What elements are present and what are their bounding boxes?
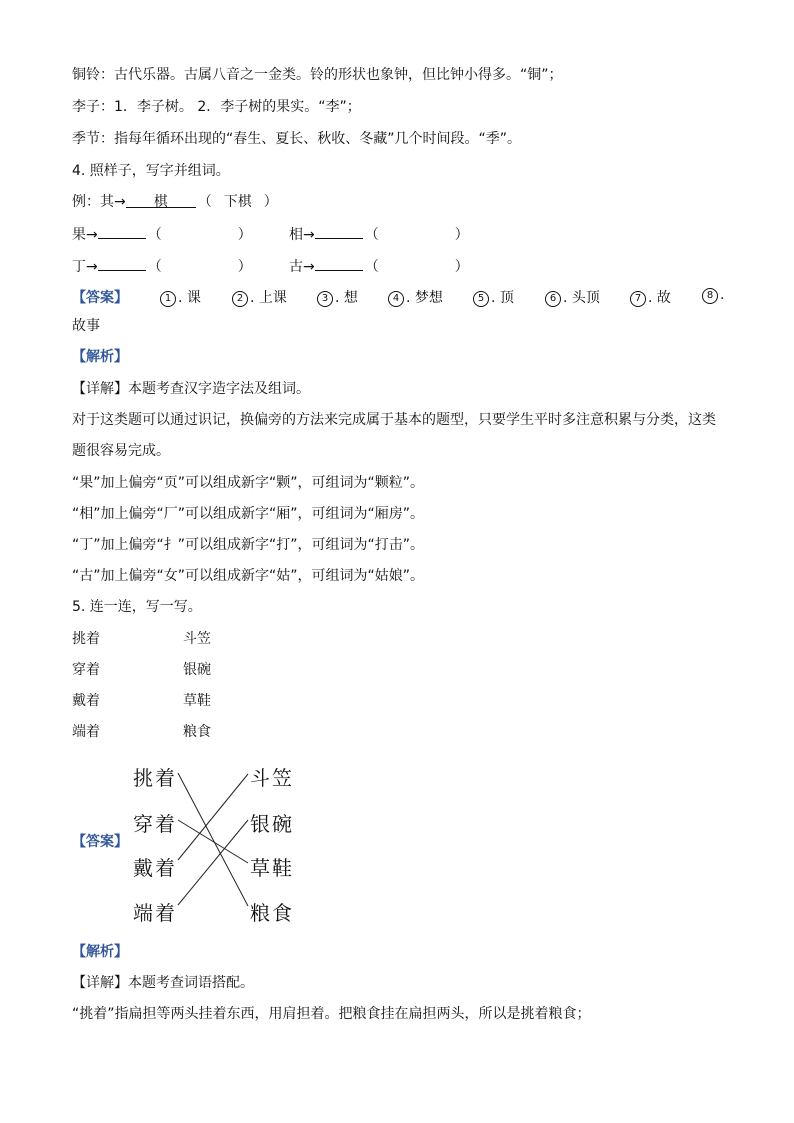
question-5-title: 5. 连一连，写一写。 (72, 599, 202, 615)
right-word-3: 草鞋 (183, 693, 211, 709)
diagram-right-4: 粮食 (250, 901, 294, 925)
answer-item-5: 5 . 顶 (473, 287, 514, 307)
q5-detail-line (72, 974, 254, 992)
right-word-4: 粮食 (183, 724, 211, 740)
diagram-left-4: 端着 (133, 901, 177, 925)
answer-item-1: 1 . 课 (160, 287, 201, 307)
detail-label: 【详解】 (72, 381, 128, 397)
explain-line-2: “相”加上偏旁“厂”可以组成新字“厢”，可组词为“厢房”。 (72, 506, 425, 522)
paren-close: ） (454, 227, 469, 243)
left-word-4: 端着 (72, 724, 100, 740)
match-line-daizhe-douli (178, 774, 248, 860)
diagram-right-2: 银碗 (250, 812, 294, 836)
paren-open: （ (364, 259, 379, 275)
right-word-2: 银碗 (183, 662, 211, 678)
answer-item-7: 7 . 故 (630, 287, 671, 307)
answer-item-8: 8 . (702, 287, 724, 304)
left-word-2: 穿着 (72, 662, 100, 678)
answer-item-4: 4 . 梦想 (388, 287, 443, 307)
definition-lizi: 李子：1．李子树。 2．李子树的果实。“李”； (72, 99, 361, 115)
definition-jijie: 季节：指每年循环出现的“春生、夏长、秋收、冬藏”几个时间段。“季”。 (72, 131, 522, 147)
question-4-title: 4. 照样子，写字并组词。 (72, 163, 230, 179)
q5-last-line: “挑着”指扁担等两头挂着东西，用肩担着。把粮食挂在扁担两头，所以是挑着粮食； (72, 1006, 591, 1022)
exercise-char-gu: 古→ (289, 259, 315, 275)
diagram-right-3: 草鞋 (250, 856, 294, 880)
left-word-3: 戴着 (72, 693, 100, 709)
answer-item-2: 2 . 上课 (232, 287, 287, 307)
exercise-char-xiang: 相→ (289, 227, 315, 243)
match-line-tiaozhe-liangshi (178, 773, 248, 906)
diagram-left-3: 戴着 (133, 856, 177, 880)
diagram-right-1: 斗笠 (250, 766, 294, 790)
exercise-char-guo: 果→ (72, 227, 98, 243)
explain-line-3: “丁”加上偏旁“扌”可以组成新字“打”，可组词为“打击”。 (72, 537, 425, 553)
paren-close: ） (237, 227, 252, 243)
example-word: 下棋 (223, 194, 252, 210)
exercise-char-ding: 丁→ (72, 259, 98, 275)
q5-analysis-label: 【解析】 (72, 944, 128, 960)
explain-line-1: “果”加上偏旁“页”可以组成新字“颗”，可组词为“颗粒”。 (72, 475, 425, 491)
match-line-chuanzhe-caoxie (178, 820, 248, 863)
definition-tongling: 铜铃：古代乐器。古属八音之一金类。铃的形状也象钟，但比钟小得多。“铜”； (72, 67, 563, 83)
answer-item-3: 3 . 想 (317, 287, 358, 307)
answer-item-6: 6 . 头顶 (545, 287, 600, 307)
answer-wrap: 故事 (72, 318, 100, 334)
diagram-left-2: 穿着 (133, 812, 177, 836)
q5-answer-label: 【答案】 (72, 834, 128, 850)
paren-close: ） (237, 259, 252, 275)
example-prefix: 例：其→ (72, 194, 126, 210)
paren-close: ） (454, 259, 469, 275)
q5-detail-label: 【详解】 (72, 975, 128, 991)
right-word-1: 斗笠 (183, 631, 211, 647)
paren-open: （ (364, 227, 379, 243)
diagram-left-1: 挑着 (133, 766, 177, 790)
analysis-label: 【解析】 (72, 349, 128, 365)
explain-line-4: “古”加上偏旁“女”可以组成新字“姑”，可组词为“姑娘”。 (72, 568, 425, 584)
example-paren-open: （ (197, 194, 212, 210)
example-paren-close: ） (263, 194, 278, 210)
answer-label: 【答案】 (72, 290, 128, 306)
example-answer: 棋 (126, 193, 196, 208)
match-line-duanzhe-yinwan (178, 820, 248, 905)
q5-detail-text: 本题考查词语搭配。 (128, 975, 254, 991)
paragraph-line-1: 对于这类题可以通过识记，换偏旁的方法来完成属于基本的题型，只要学生平时多注意积累与分类，这类 (72, 412, 716, 428)
paragraph-line-2: 题很容易完成。 (72, 443, 170, 459)
left-word-1: 挑着 (72, 631, 100, 647)
paren-open: （ (147, 259, 162, 275)
paren-open: （ (147, 227, 162, 243)
detail-text: 本题考查汉字造字法及组词。 (128, 381, 310, 397)
